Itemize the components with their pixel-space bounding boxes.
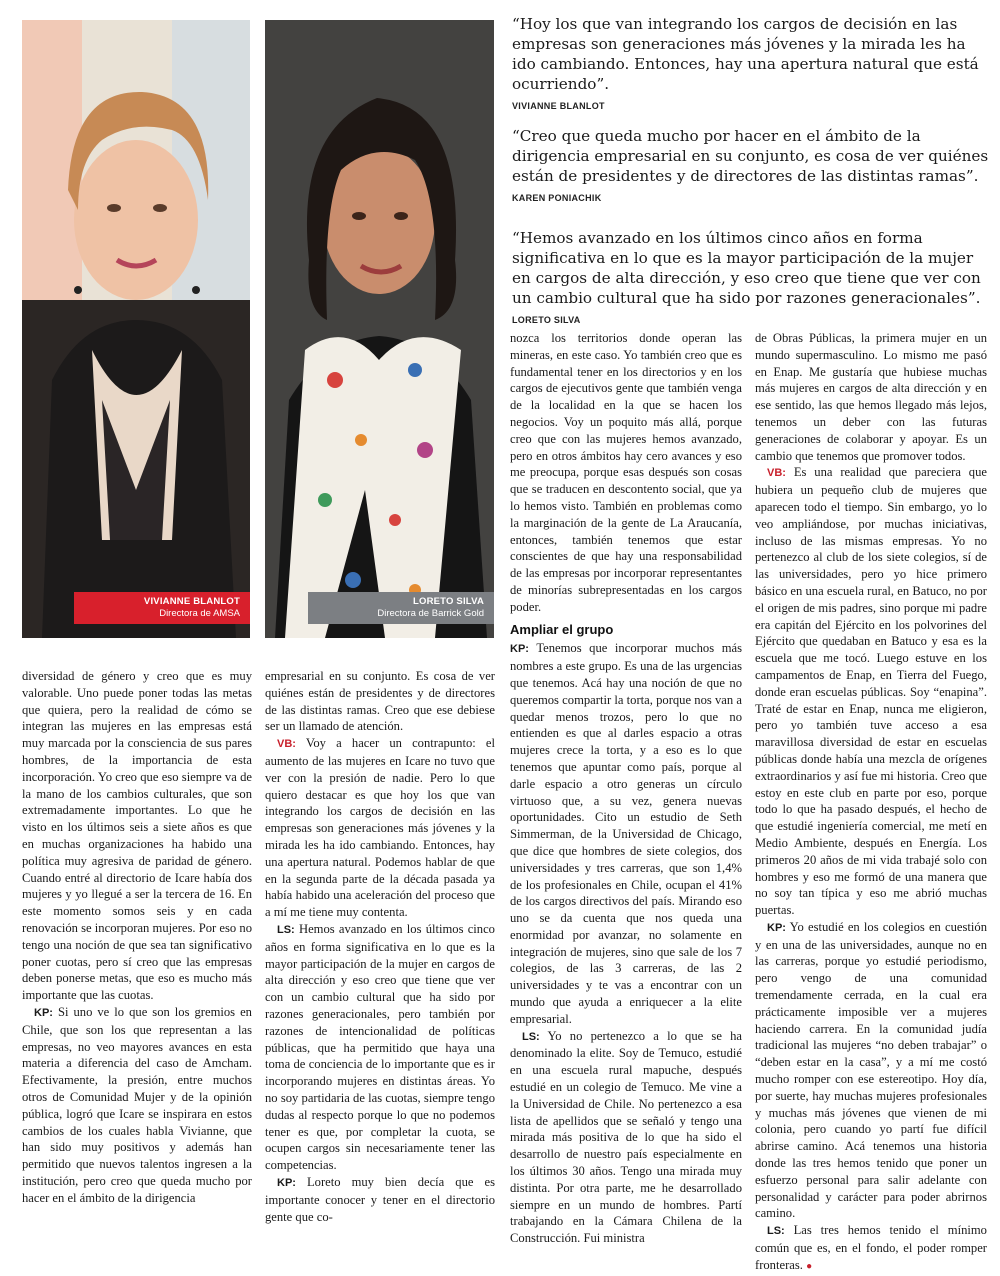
paragraph-text: Yo no pertenezco a lo que se ha denominado la elite. Soy de Temuco, estudié en una escuela rural mapuche, después estudié en un colegio de Temuco. Me vine a la Universidad de Chile. No pertenezco a esa lista de apellidos que se señaló y tengo una mirada más positiva de lo que ha sido el desarrollo de nuestro país especialmente en los últimos 30 años. Tengo una mirada muy distinta. Por otra parte, me he desarrollado siempre en un mundo de hombres. Partí trabajando en la Cámara Chilena de la Construcción. Fui ministra [510,1028,742,1246]
paragraph [510,1028,742,1247]
quote-author: LORETO SILVA [512,315,581,325]
paragraph-text: Loreto muy bien decía que es importante conocer y tener en el directorio gente que co- [265,1174,495,1224]
paragraph: diversidad de género y creo que es muy valorable. Uno puede poner todas las metas que quiera, pero la realidad de cómo se integran las mujeres en las empresas está muy marcada por la consciencia de sus pares hombres, de la importancia de esta incorporación. Yo creo que eso siempre va de la mano de los cambios culturales, que son extremadamente importantes. Lo que he visto en los últimos seis a siete años es que en muchas organizaciones ha habido una política muy agresiva de paridad de género. Cuando entré al directorio de Icare había dos mujeres y yo llegué a ser la tercera de 16. En este momento somos seis y en cada renovación se incorporan mujeres. Por eso no tengo una noción de que sea tan significativo poner cuotas, pero sí creo que las empresas deben ponerse metas, que eso es mucho más importante que las cuotas. [22,669,252,1003]
caption-role: Directora de Barrick Gold [377,608,484,619]
subheading: Ampliar el grupo [510,621,614,637]
paragraph [22,1004,252,1207]
quote-author: VIVIANNE BLANLOT [512,101,605,111]
speaker-label: VB: [767,467,786,480]
paragraph: empresarial en su conjunto. Es cosa de ver quiénes están de presidentes y de directores de las distintas ramas. Creo que ese debiese ser un llamado de atención. [265,669,495,734]
pull-quote [512,126,990,203]
speaker-label: LS: [767,1225,785,1238]
article-column-4 [755,330,987,1272]
paragraph-text: Si uno ve lo que son los gremios en Chile, que son los que representan a las empresas, no veo mayores avances en esta materia a diferencia del caso de Amcham. Efectivamente, la presión, entre muchos otros de Comunidad Mujer y de la opinión pública, logró que Icare se inspirara en estos cambios de los cuales habla Vivianne, que han sido muy positivos y además han permitido que nuevos talentos ingresen a la institución, pero creo que queda mucho por hacer en el ámbito de la dirigencia [22,1004,252,1205]
photo-caption [308,592,494,624]
article-column-1 [22,668,252,1205]
paragraph [265,735,495,921]
paragraph-text: Tenemos que incorporar muchos más nombres a este grupo. Es una de las urgencias que tenemos. Acá hay una noción de que no queremos compartir la torta, porque nos van a quedar menos trozos, pero lo que no entienden es que al darles espacio a otras mujeres crece la torta, y a eso es lo que tenemos que apuntar como país, porque al darle espacio a otro generas un círculo virtuoso que, a su vez, genera nuevas oportunidades. Cito un estudio de Seth Simmerman, de la Universidad de Chicago, que dice que hombres de siete colegios, dos universidades y tres carreras, que son 1,4% de los profesionales en Chile, ocupan el 41% de los cargos directivos del país. Mirando eso uno se da cuenta que nos queda una enormidad por avanzar, no solamente en integración de mujeres, sino que sale de los 7 colegios, de las 3 carreras, de las 2 universidades y te vas a encontrar con un mundo que ayuda a enriquecer a la elite empresarial. [510,641,742,1026]
article-column-3 [510,330,742,1246]
caption-name: LORETO SILVA [412,596,484,607]
quote-text: “Hoy los que van integrando los cargos de decisión en las empresas son generaciones más jóvenes y la mirada les ha ido cambiando. Entonces, hay una apertura natural que está ocurriendo”. [512,15,979,93]
paragraph [265,1174,495,1225]
article-column-2 [265,668,496,1224]
paragraph [755,919,987,1222]
paragraph-text: Voy a hacer un contrapunto: el aumento de las mujeres en Icare no tuvo que ver con la presión de nadie. Pero lo que quiero destacar es que hoy los que van integrando los cargos de decisión en las empresas son generaciones más jóvenes y la mirada les ha ido cambiando. Entonces, hay una apertura natural. Podemos hablar de que en la segunda parte de la década pasada ya había habido una aceleración del proceso que a mí me tiene muy contenta. [265,736,496,920]
quote-author: KAREN PONIACHIK [512,193,602,203]
paragraph-text: Hemos avanzado en los últimos cinco años en forma significativa en lo que es la mayor participación de la mujer en cargos de alta dirección y eso creo que tiene que ver con un cambio cultural que ha sido por razones generacionales, pero también por razones de intencionalidad de políticas públicas, que ha permitido que haya una toma de conciencia de lo importante que es ir incorporando mujeres en distintas áreas. Yo no soy partidaria de las cuotas, siempre tengo dudas al respecto porque lo que no podemos tener es que, por completar la cuota, se ocupen cargos sin necesariamente tener las competencias. [265,921,495,1173]
paragraph [510,640,742,1027]
photo-vivianne-blanlot [22,20,250,638]
paragraph-text: Yo estudié en los colegios en cuestión y en una de las universidades, aunque no en las carreras, porque yo estudié periodismo, pero vengo de una comunidad tremendamente cerrada, en la cual era prácticamente imposible ver a mujeres haciendo carrera. En la comunidad judía tradicional las mujeres “no deben trabajar” o “deben estar en la casa”, y a mí me costó mucho romper con ese estereotipo. Hoy día, por suerte, hay muchas mujeres profesionales y muchas más jóvenes que vienen de mi colonia, pero cuando yo partí fue difícil abrirse camino. Acá tenemos una historia donde las tres hemos tenido que poner un esfuerzo personal para salir adelante con personalidad y carácter para poder abrirnos camino. [755,919,987,1221]
caption-role: Directora de AMSA [159,608,240,619]
paragraph-text: Las tres hemos tenido el mínimo común que es, en el fondo, el poder romper fronteras. [755,1223,987,1272]
pull-quote [512,228,990,325]
speaker-label: VB: [277,738,296,751]
portrait-illustration [22,20,250,638]
photo-caption [74,592,250,624]
paragraph: de Obras Públicas, la primera mujer en un mundo supermasculino. Lo mismo me pasó en Enap. Me gustaría que hubiese muchas más mujeres en cargos de alta dirección y en ese sentido, las que hemos llegado más lejos, tenemos un deber con las futuras generaciones de colaborar y apoyar. Es un cambio que tenemos que promover todos. [755,331,987,463]
paragraph [265,921,495,1174]
paragraph [755,1222,987,1275]
pull-quote [512,14,990,111]
quote-text: “Hemos avanzado en los últimos cinco años en forma significativa en lo que es la mayor participación de la mujer en cargos de alta dirección, y eso creo que tiene que ver con un cambio cultural que ha sido por razones generacionales”. [512,229,981,307]
paragraph [755,464,987,919]
speaker-label: LS: [277,923,295,936]
quote-text: “Creo que queda mucho por hacer en el ámbito de la dirigencia empresarial en su conjunto, es cosa de ver quiénes están de presidentes y de directores de las distintas ramas”. [512,127,989,185]
portrait-illustration [265,20,494,638]
end-mark-icon: ● [806,1260,813,1272]
paragraph: nozca los territorios donde operan las mineras, en este caso. Yo también creo que es fundamental tener en los directorios y en los cargos de ejecutivos gente que también venga de la localidad en la que se hacen los negocios. Voy un poquito más allá, porque creo que con las mujeres hemos avanzado, pero en otros ámbitos hay cero avances y eso me preocupa, porque esas después son cosas que se traducen en descontento social, que ya lo hemos visto. También en problemas como la marginación de la gente de La Araucanía, entonces, también tenemos que estar conscientes de que hay una responsabilidad de las empresas por incorporar representantes de minorías subrepresentadas en los cargos poder. [510,331,742,614]
speaker-label: LS: [522,1030,540,1043]
speaker-label: KP: [34,1006,53,1019]
caption-name: VIVIANNE BLANLOT [143,596,240,607]
speaker-label: KP: [510,643,529,656]
speaker-label: KP: [767,921,786,934]
speaker-label: KP: [277,1176,296,1189]
paragraph-text: Es una realidad que pareciera que hubiera un pequeño club de mujeres que aparecen todo el tiempo. Sin embargo, yo lo veo ampliándose, por muchas iniciativas, incluso de las mismas empresas. Yo no pertenezco al club de los siete colegios, sí de las universidades, pero yo hice primero básico en una escuela rural, en Batuco, no por el origen de mis padres, sino porque mi padre era capitán del Ejército en los polvorines del Ejército que quedaban en Batuco y esa es la escuela que me tocó. Luego estuve en los campamentos de Enap, en Tierra del Fuego, donde eran escuelas públicas. Soy “enapina”. Traté de estar en Enap, nunca me eligieron, pero yo también tuve acceso a esa maravillosa diversidad de estar en escuelas públicas donde había una mezcla de orígenes extraordinarios y así fue mi historia. Creo que estoy en este club en parte por eso, porque todo lo que ha pasado después, el hecho de que estudié ingeniería comercial, me metí en Medio Ambiente, después en Energía. Los primeros 20 años de mi vida trabajé solo con hombres y eso me formó de una manera que no soy tan típica y eso me abrió muchas puertas. [755,465,987,918]
photo-loreto-silva [265,20,494,638]
